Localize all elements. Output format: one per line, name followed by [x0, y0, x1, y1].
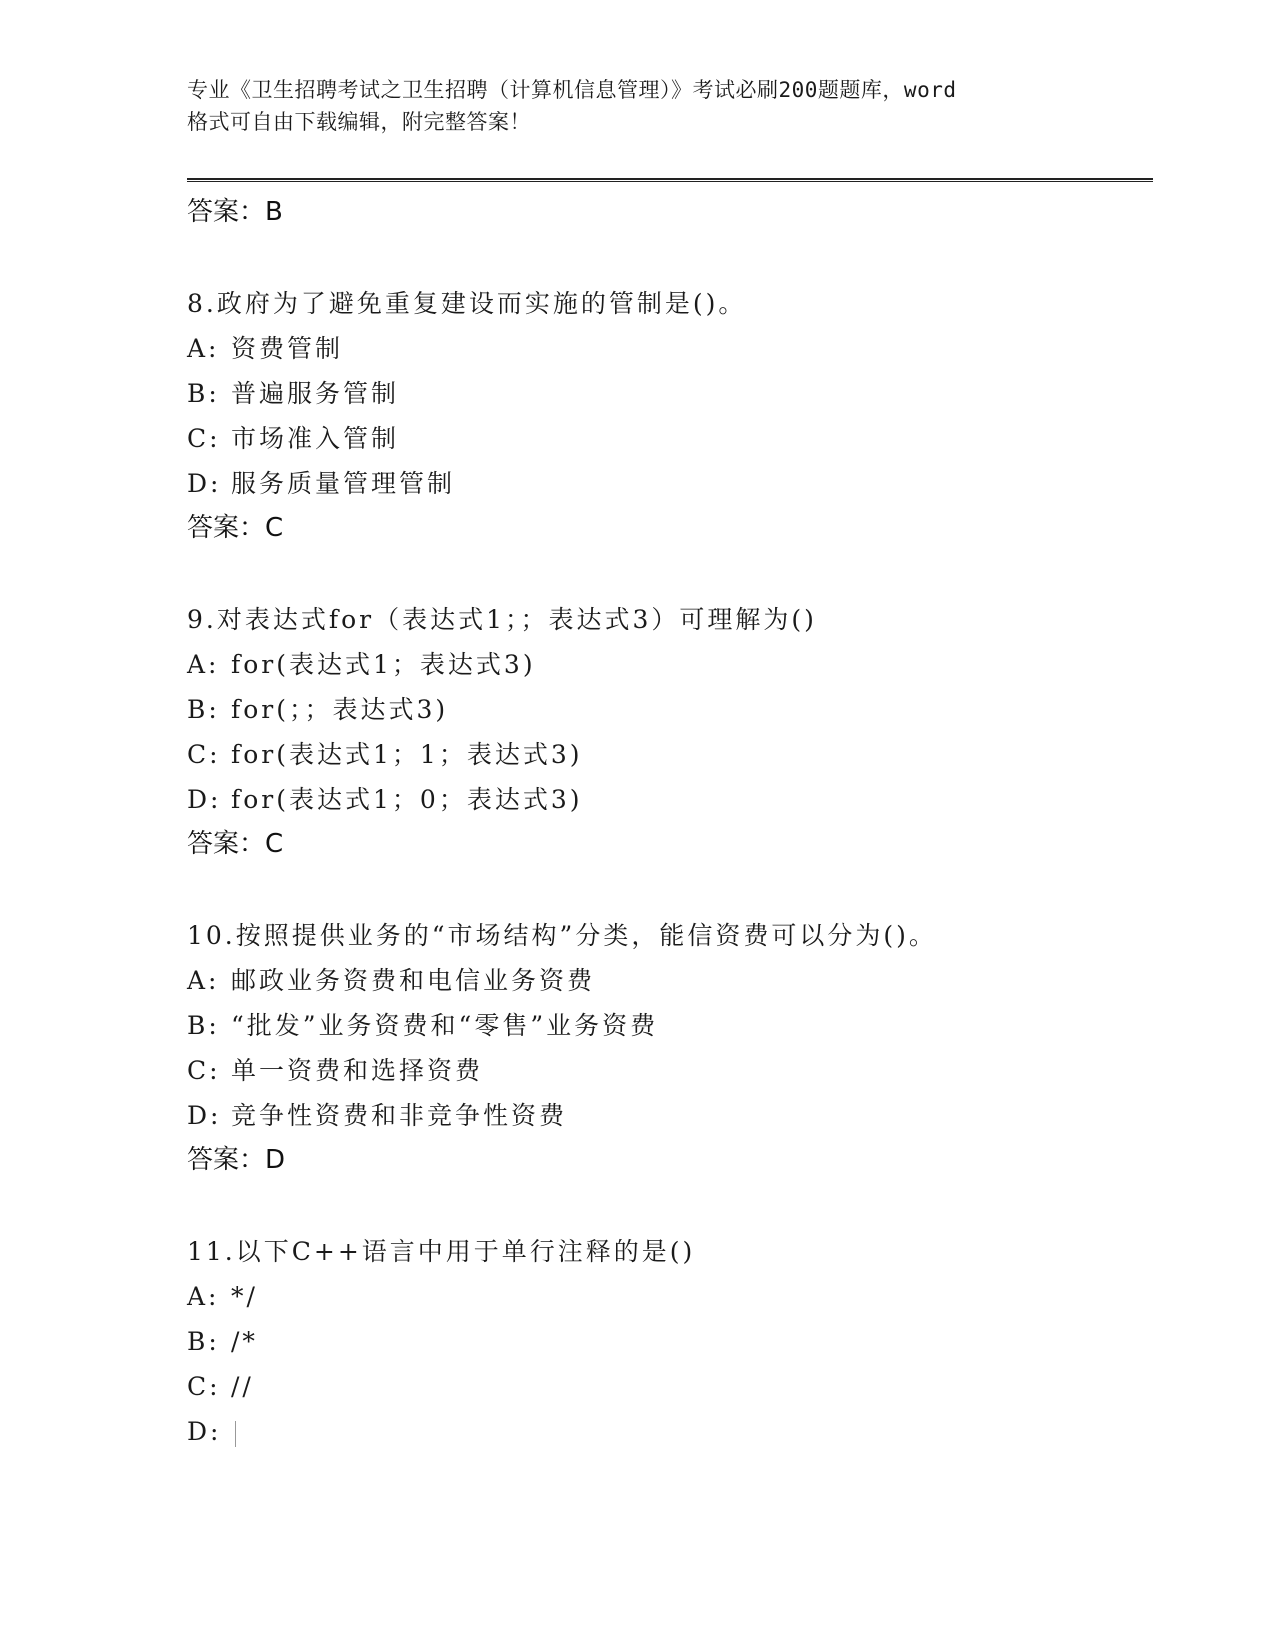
- option-letter: A:: [187, 334, 220, 363]
- option-text: 单一资费和选择资费: [231, 1056, 484, 1085]
- option-letter: A:: [187, 650, 220, 679]
- option-b: [187, 1003, 1153, 1048]
- option-text: 市场准入管制: [231, 424, 400, 453]
- option-a: [187, 326, 1153, 371]
- option-letter: D:: [187, 469, 222, 498]
- option-text: 竞争性资费和非竞争性资费: [231, 1101, 568, 1130]
- option-letter: B:: [187, 695, 220, 724]
- question-block: [187, 1229, 1153, 1454]
- option-c: [187, 1364, 1153, 1409]
- option-letter: A:: [187, 1282, 220, 1311]
- option-b: [187, 371, 1153, 416]
- option-text: 服务质量管理管制: [231, 469, 456, 498]
- option-a: [187, 1274, 1153, 1319]
- option-text: 邮政业务资费和电信业务资费: [231, 966, 596, 995]
- spacer: [187, 1182, 1153, 1229]
- option-b: [187, 687, 1153, 732]
- option-b: [187, 1319, 1153, 1364]
- option-letter: A:: [187, 966, 220, 995]
- option-a: [187, 958, 1153, 1003]
- option-text: */: [231, 1282, 258, 1311]
- header-line-2: 格式可自由下载编辑，附完整答案！: [187, 110, 531, 134]
- option-d: [187, 1409, 1153, 1454]
- option-d: [187, 461, 1153, 506]
- option-letter: D:: [187, 785, 222, 814]
- option-letter: D:: [187, 1101, 222, 1130]
- option-text: for(；；表达式3): [231, 695, 449, 724]
- document-header: [187, 74, 1087, 138]
- spacer: [187, 866, 1153, 913]
- header-line-1: 专业《卫生招聘考试之卫生招聘（计算机信息管理）》考试必刷200题题库，word: [187, 78, 957, 102]
- option-c: [187, 1048, 1153, 1093]
- option-text: 资费管制: [231, 334, 344, 363]
- question-text: 11.以下C++语言中用于单行注释的是(): [187, 1237, 696, 1266]
- question-list: [187, 190, 1153, 1454]
- spacer: [187, 234, 1153, 281]
- question-text: 10.按照提供业务的“市场结构”分类，能信资费可以分为()。: [187, 921, 937, 950]
- option-letter: D:: [187, 1417, 222, 1446]
- question-text: 8.政府为了避免重复建设而实施的管制是()。: [187, 289, 747, 318]
- option-text: for(表达式1；表达式3): [231, 650, 536, 679]
- option-letter: B:: [187, 379, 220, 408]
- option-c: [187, 732, 1153, 777]
- spacer: [187, 550, 1153, 597]
- option-letter: B:: [187, 1011, 220, 1040]
- previous-answer: 答案：B: [187, 197, 283, 227]
- header-divider: [187, 178, 1153, 182]
- option-letter: B:: [187, 1327, 220, 1356]
- question-block: [187, 597, 1153, 866]
- option-a: [187, 642, 1153, 687]
- option-text: “批发”业务资费和“零售”业务资费: [231, 1011, 659, 1040]
- option-letter: C:: [187, 1372, 221, 1401]
- question-block: [187, 281, 1153, 550]
- answer-line: 答案：C: [187, 513, 284, 543]
- question-block: [187, 913, 1153, 1182]
- option-letter: C:: [187, 424, 221, 453]
- question-text: 9.对表达式for（表达式1；；表达式3）可理解为(): [187, 605, 817, 634]
- option-d: [187, 777, 1153, 822]
- option-text: 普遍服务管制: [231, 379, 400, 408]
- option-text: //: [231, 1372, 254, 1401]
- option-text: for(表达式1；0；表达式3): [231, 785, 583, 814]
- answer-line: 答案：C: [187, 829, 284, 859]
- option-c: [187, 416, 1153, 461]
- option-text: for(表达式1；1；表达式3): [231, 740, 583, 769]
- text-cursor-icon: [235, 1421, 236, 1447]
- option-letter: C:: [187, 740, 221, 769]
- answer-line: 答案：D: [187, 1145, 286, 1175]
- option-text: /*: [231, 1327, 258, 1356]
- option-d: [187, 1093, 1153, 1138]
- option-letter: C:: [187, 1056, 221, 1085]
